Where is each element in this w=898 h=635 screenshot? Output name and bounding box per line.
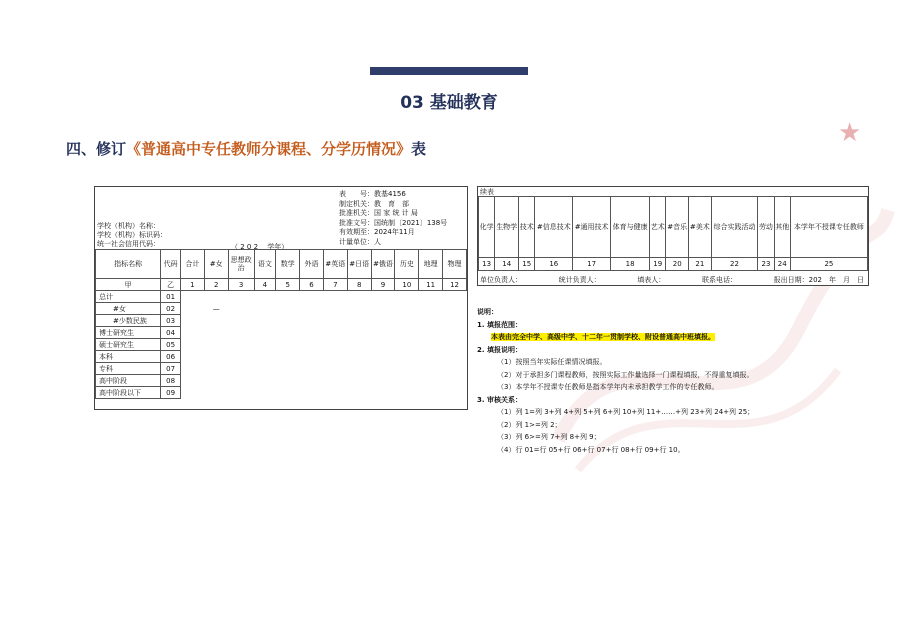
table-cell [395, 303, 419, 315]
table-cell [395, 339, 419, 351]
table-cell [276, 303, 300, 315]
code-row [96, 279, 467, 291]
table-cell [228, 363, 254, 375]
column-header: 语文 [254, 250, 276, 279]
notes-check-3: （3）列 6>=列 7+列 8+列 9； [497, 433, 601, 441]
notes-fill-heading: 2. 填报说明： [477, 345, 522, 354]
meta-right-line: 计量单位：人 [339, 237, 381, 246]
column-code: 22 [711, 258, 758, 271]
column-header: #俄语 [371, 250, 395, 279]
column-header: 综合实践活动 [711, 197, 758, 258]
table-cell [276, 363, 300, 375]
table-cell [371, 303, 395, 315]
table-cell [323, 315, 347, 327]
column-code: 18 [611, 258, 650, 271]
form-meta-right [339, 190, 447, 248]
table-cell [443, 339, 467, 351]
meta-right-line: 批准文号：国统制〔2021〕138号 [339, 218, 448, 227]
table-cell [300, 375, 324, 387]
header-row [96, 250, 467, 279]
table-cell [395, 291, 419, 303]
table-cell [254, 387, 276, 399]
table-cell [300, 339, 324, 351]
notes-scope-heading: 1. 填报范围： [477, 320, 522, 329]
row-code: 08 [161, 375, 181, 387]
table-cell [443, 363, 467, 375]
meta-left-line: 学校（机构）名称： [97, 222, 160, 230]
table-cell [228, 315, 254, 327]
table-cell [347, 351, 371, 363]
column-code: 23 [758, 258, 774, 271]
subtitle-suffix: 表 [411, 140, 427, 158]
table-cell [323, 363, 347, 375]
table-cell [180, 339, 204, 351]
meta-right-line: 制定机关：教 育 部 [339, 199, 409, 208]
table-cell [228, 291, 254, 303]
table-cell [276, 375, 300, 387]
column-header: #日语 [347, 250, 371, 279]
title-accent-bar [370, 67, 528, 75]
table-cell [347, 291, 371, 303]
table-cell [300, 303, 324, 315]
table-cell [347, 327, 371, 339]
table-cell [254, 303, 276, 315]
signature-field: 填表人： [637, 276, 666, 284]
table-cell [180, 303, 204, 315]
row-code: 02 [161, 303, 181, 315]
table-cell [347, 363, 371, 375]
column-header: #女 [204, 250, 228, 279]
table-cell [443, 375, 467, 387]
signature-field: 单位负责人： [480, 276, 522, 284]
table-row [96, 375, 467, 387]
table-cell [419, 351, 443, 363]
table-cell [204, 363, 228, 375]
column-header: #通用技术 [573, 197, 611, 258]
table-cell [254, 327, 276, 339]
table-row [96, 363, 467, 375]
column-header: #美术 [689, 197, 712, 258]
row-name: 专科 [96, 363, 161, 375]
table-cell [300, 351, 324, 363]
row-name: 高中阶段 [96, 375, 161, 387]
table-cell [371, 327, 395, 339]
table-cell [395, 387, 419, 399]
table-cell [276, 387, 300, 399]
column-header: #英语 [323, 250, 347, 279]
table-cell [228, 327, 254, 339]
table-cell [228, 351, 254, 363]
form-main-table [94, 186, 468, 410]
row-code: 01 [161, 291, 181, 303]
table-cell [419, 327, 443, 339]
table-cell [254, 339, 276, 351]
table-cell: — [212, 304, 220, 313]
subtitle-highlight: 《普通高中专任教师分课程、分学历情况》 [126, 140, 412, 158]
column-code: 4 [254, 279, 276, 291]
row-code: 03 [161, 315, 181, 327]
meta-left-line: 学校（机构）标识码： [97, 231, 167, 239]
column-header: 劳动 [758, 197, 774, 258]
meta-right-line: 有效期至：2024年11月 [339, 228, 415, 237]
table-row [96, 387, 467, 399]
column-code: 14 [495, 258, 519, 271]
table-cell [300, 327, 324, 339]
subtitle-prefix: 四、修订 [66, 140, 127, 158]
table-cell [443, 351, 467, 363]
code-row [479, 258, 868, 271]
table-cell [204, 387, 228, 399]
column-header: 外语 [300, 250, 324, 279]
school-year: （ 2 0 2 学年） [231, 243, 289, 251]
table-cell [395, 375, 419, 387]
row-name: 高中阶段以下 [96, 387, 161, 399]
column-code: 19 [650, 258, 666, 271]
table-cell [347, 375, 371, 387]
table-cell [419, 291, 443, 303]
table-cell [419, 387, 443, 399]
table-cell [276, 351, 300, 363]
row-code: 05 [161, 339, 181, 351]
column-code: 16 [535, 258, 573, 271]
signature-field: 报出日期：202 年 月 日 [773, 276, 864, 284]
table-cell [300, 291, 324, 303]
table-cell [323, 327, 347, 339]
table-cell [419, 303, 443, 315]
table-row [96, 339, 467, 351]
notes-scope-text: 本表由完全中学、高级中学、十二年一贯制学校、附设普通高中班填报。 [491, 333, 715, 341]
table-cell [180, 291, 204, 303]
table-cell [228, 387, 254, 399]
signature-row [480, 275, 864, 285]
column-code: 13 [479, 258, 495, 271]
column-code: 乙 [161, 279, 181, 291]
notes-check-1: （1）列 1=列 3+列 4+列 5+列 6+列 10+列 11+……+列 23+列 24+列 25； [497, 408, 755, 416]
table-cell [443, 387, 467, 399]
table-cell [395, 327, 419, 339]
table-cell [347, 315, 371, 327]
column-header: 历史 [395, 250, 419, 279]
table-cell [276, 339, 300, 351]
table-cell [443, 327, 467, 339]
column-code: 25 [790, 258, 867, 271]
row-name: 博士研究生 [96, 327, 161, 339]
column-code: 2 [204, 279, 228, 291]
table-cell [204, 291, 228, 303]
table-row [96, 327, 467, 339]
table-cell [254, 375, 276, 387]
row-name: #少数民族 [96, 315, 161, 327]
table-cell [395, 363, 419, 375]
row-name: #女 [96, 303, 161, 315]
column-header: 物理 [443, 250, 467, 279]
table-cell [228, 375, 254, 387]
table-cell [395, 315, 419, 327]
table-cell [276, 327, 300, 339]
row-code: 04 [161, 327, 181, 339]
signature-field: 联系电话： [701, 276, 737, 284]
table-cell [371, 339, 395, 351]
table-cell [371, 291, 395, 303]
table-cell [300, 363, 324, 375]
column-code: 11 [419, 279, 443, 291]
column-code: 3 [228, 279, 254, 291]
column-code: 20 [666, 258, 689, 271]
column-header: 代码 [161, 250, 181, 279]
table-cell [180, 315, 204, 327]
table-cell [204, 339, 228, 351]
table-row [96, 303, 467, 315]
table-cell [395, 351, 419, 363]
column-header: 体育与健康 [611, 197, 650, 258]
table-cell [443, 303, 467, 315]
table-cell [254, 291, 276, 303]
continuation-table [478, 196, 868, 271]
table-cell [419, 375, 443, 387]
column-header: 思想政治 [228, 250, 254, 279]
column-header: 其他 [774, 197, 790, 258]
notes-fill-1: （1）按照当年实际任课情况填报。 [497, 358, 607, 366]
meta-left-line: 统一社会信用代码： [97, 240, 160, 248]
table-cell [323, 387, 347, 399]
column-code: 17 [573, 258, 611, 271]
column-header: 指标名称 [96, 250, 161, 279]
table-row [96, 291, 467, 303]
section-title: 03 基础教育 [400, 93, 498, 113]
column-header: #信息技术 [535, 197, 573, 258]
column-code: 1 [180, 279, 204, 291]
notes-check-heading: 3. 审核关系： [477, 395, 522, 404]
column-code: 10 [395, 279, 419, 291]
table-cell [276, 291, 300, 303]
notes-check-4: （4）行 01=行 05+行 06+行 07+行 08+行 09+行 10。 [497, 445, 685, 454]
table-cell [204, 327, 228, 339]
page-subtitle [66, 138, 426, 159]
table-cell [254, 363, 276, 375]
column-code: 21 [689, 258, 712, 271]
notes-fill-2: （2）对于承担多门课程教师，按照实际工作量选择一门课程填报，不得重复填报。 [497, 370, 754, 379]
table-cell [276, 315, 300, 327]
table-cell [443, 315, 467, 327]
table-cell [419, 315, 443, 327]
table-cell [204, 375, 228, 387]
table-cell [323, 303, 347, 315]
table-cell [180, 363, 204, 375]
table-cell [300, 387, 324, 399]
row-code: 06 [161, 351, 181, 363]
row-code: 09 [161, 387, 181, 399]
column-header: 生物学 [495, 197, 519, 258]
table-cell [371, 315, 395, 327]
table-cell [204, 351, 228, 363]
column-code: 24 [774, 258, 790, 271]
column-code: 甲 [96, 279, 161, 291]
column-header: 本学年不授课专任教师 [790, 197, 867, 258]
table-cell [254, 315, 276, 327]
table-cell [323, 291, 347, 303]
table-cell [371, 375, 395, 387]
table-cell [371, 363, 395, 375]
table-row [96, 351, 467, 363]
column-header: 地理 [419, 250, 443, 279]
table-cell [180, 351, 204, 363]
column-header: 数学 [276, 250, 300, 279]
teacher-table [95, 249, 467, 399]
row-code: 07 [161, 363, 181, 375]
table-cell [228, 339, 254, 351]
column-code: 9 [371, 279, 395, 291]
meta-right-line: 表 号：教基4156 [339, 190, 406, 198]
table-cell [347, 387, 371, 399]
table-cell [371, 387, 395, 399]
table-row [96, 315, 467, 327]
table-cell [180, 375, 204, 387]
table-cell [228, 303, 254, 315]
continuation-label: 续表 [480, 188, 494, 196]
column-code: 15 [519, 258, 535, 271]
column-header: 技术 [519, 197, 535, 258]
table-cell [443, 291, 467, 303]
row-name: 总计 [96, 291, 161, 303]
table-cell [204, 315, 228, 327]
meta-right-line: 批准机关：国 家 统 计 局 [339, 209, 418, 218]
form-continuation-table [477, 186, 869, 286]
column-code: 5 [276, 279, 300, 291]
table-cell [347, 339, 371, 351]
table-cell [180, 327, 204, 339]
notes-check-2: （2）列 1>=列 2； [497, 420, 562, 429]
column-code: 8 [347, 279, 371, 291]
table-cell [254, 351, 276, 363]
star-icon: ★ [838, 118, 862, 148]
signature-field: 统计负责人： [558, 276, 601, 284]
table-cell [419, 363, 443, 375]
table-cell [300, 315, 324, 327]
table-cell [371, 351, 395, 363]
notes-fill-3: （3）本学年不授课专任教师是指本学年内未承担教学工作的专任教师。 [497, 383, 719, 391]
column-header: 艺术 [650, 197, 666, 258]
table-cell [347, 303, 371, 315]
header-row [479, 197, 868, 258]
row-name: 硕士研究生 [96, 339, 161, 351]
column-code: 12 [443, 279, 467, 291]
table-cell [323, 375, 347, 387]
row-name: 本科 [96, 351, 161, 363]
table-cell [323, 339, 347, 351]
notes-title: 说明： [477, 308, 498, 316]
table-cell [323, 351, 347, 363]
form-meta-left [97, 222, 167, 249]
column-code: 6 [300, 279, 324, 291]
column-header: 合计 [180, 250, 204, 279]
column-code: 7 [323, 279, 347, 291]
instructions [477, 306, 777, 456]
column-header: #音乐 [666, 197, 689, 258]
table-cell [419, 339, 443, 351]
column-header: 化学 [479, 197, 495, 258]
table-cell [180, 387, 204, 399]
